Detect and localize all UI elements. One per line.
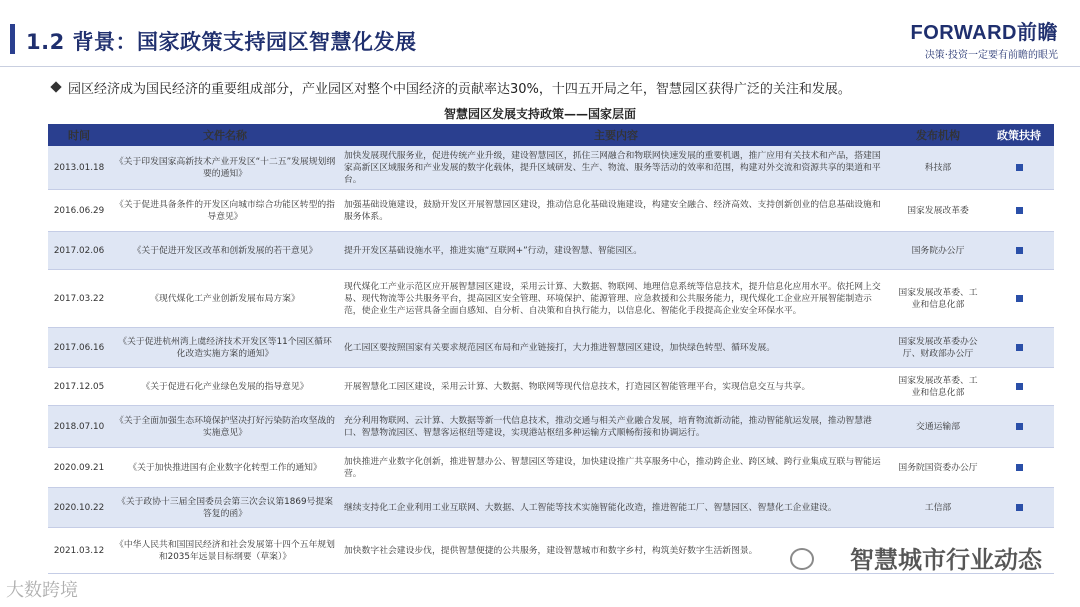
policy-table: [48, 124, 1054, 574]
cell-time: 2017.03.22: [53, 293, 105, 304]
cell-org: 国务院办公厅: [911, 245, 965, 256]
support-square-icon: [1016, 247, 1023, 254]
cell-org: 国务院国资委办公厅: [898, 462, 978, 473]
table-row: [48, 190, 1054, 232]
cell-doc: 《关于全面加强生态环境保护坚决打好污染防治攻坚战的实施意见》: [115, 415, 335, 438]
table-row: [48, 406, 1054, 448]
cell-doc: 《关于促进杭州湾上虞经济技术开发区等11个园区循环化改造实施方案的通知》: [118, 336, 332, 359]
cell-doc: 《关于促进石化产业绿色发展的指导意见》: [141, 381, 309, 392]
cell-support: [984, 368, 1054, 405]
cell-doc: 《关于促进具备条件的开发区向城市综合功能区转型的指导意见》: [115, 199, 335, 222]
cell-org: 国家发展改革委: [907, 205, 969, 216]
cell-org: 国家发展改革委、工业和信息化部: [898, 375, 978, 398]
watermark-right: 智慧城市行业动态: [850, 546, 1042, 574]
cell-support: [984, 146, 1054, 189]
cell-org: 国家发展改革委办公厅、财政部办公厅: [898, 336, 978, 359]
cell-support: [984, 488, 1054, 527]
table-row: [48, 232, 1054, 270]
watermark-left: 大数跨境: [6, 580, 78, 601]
cell-doc: 《中华人民共和国国民经济和社会发展第十四个五年规划和2035年远景目标纲要（草案）》: [115, 539, 335, 562]
support-square-icon: [1016, 164, 1023, 171]
cell-support: [984, 232, 1054, 269]
cell-content: 现代煤化工产业示范区应开展智慧园区建设，采用云计算、大数据、物联网、地理信息系统等信息技术，提升信息化应用水平。依托网上交易、现代物流等公共服务平台，提高园区安全管理、环境保护、能源管理、应急救援和公共服务能力，现代煤化工企业应开展智能制造示范，使企业生产运营具备全面自感知、自分析、自决策和自执行能力，以信息化、智能化手段提高企业安全环保水平。: [344, 281, 881, 316]
slide-header: [0, 0, 1080, 72]
cell-time: 2017.02.06: [53, 245, 105, 256]
intro-text: 园区经济成为国民经济的重要组成部分，产业园区对整个中国经济的贡献率达30%，十四五开局之年，智慧园区获得广泛的关注和发展。: [68, 82, 851, 97]
intro-bullet: [52, 78, 851, 97]
cell-doc: 《现代煤化工产业创新发展布局方案》: [150, 293, 300, 304]
table-row: [48, 146, 1054, 190]
table-header: [48, 124, 1054, 146]
cell-time: 2021.03.12: [53, 545, 105, 556]
cell-content: 加快数字社会建设步伐，提供智慧便捷的公共服务，建设智慧城市和数字乡村，构筑美好数字生活新图景。: [344, 545, 758, 556]
cell-org: 科技部: [924, 162, 952, 173]
cell-org: 交通运输部: [916, 421, 960, 432]
cell-content: 继续支持化工企业利用工业互联网、大数据、人工智能等技术实施智能化改造，推进智能工厂、智慧园区、智慧化工企业建设。: [344, 502, 837, 513]
cell-support: [984, 270, 1054, 327]
cell-content: 化工园区要按照国家有关要求规范园区布局和产业链接打，大力推进智慧园区建设，加快绿色转型、循环发展。: [344, 342, 776, 353]
forward-logo: [911, 16, 1058, 61]
cell-content: 加快推进产业数字化创新，推进智慧办公、智慧园区等建设，加快建设推广共享服务中心，推动跨企业、跨区域、跨行业集成互联与智能运营。: [344, 456, 881, 479]
support-square-icon: [1016, 383, 1023, 390]
cell-support: [984, 190, 1054, 231]
cell-content: 提升开发区基础设施水平，推进实施“互联网+”行动，建设智慧、智能园区。: [344, 245, 642, 256]
cell-support: [984, 406, 1054, 447]
title-accent-bar: [10, 24, 15, 54]
table-row: [48, 488, 1054, 528]
cell-doc: 《关于加快推进国有企业数字化转型工作的通知》: [128, 462, 322, 473]
table-row: [48, 448, 1054, 488]
table-row: [48, 368, 1054, 406]
cell-time: 2017.06.16: [53, 342, 105, 353]
cell-support: [984, 328, 1054, 367]
support-square-icon: [1016, 344, 1023, 351]
cell-doc: 《关于印发国家高新技术产业开发区“十二五”发展规划纲要的通知》: [114, 156, 336, 179]
cell-org: 工信部: [924, 502, 952, 513]
header-content: 主要内容: [594, 129, 638, 142]
table-title: 智慧园区发展支持政策——国家层面: [443, 107, 636, 121]
header-org: 发布机构: [916, 129, 960, 142]
cell-content: 充分利用物联网、云计算、大数据等新一代信息技术，推动交通与相关产业融合发展，培育物流新动能，推动智能航运发展，推动智慧港口、智慧物流园区、智慧客运枢纽等建设，实现港站枢纽多种运输方式顺畅衔接和协调运行。: [344, 415, 872, 438]
cell-content: 加强基础设施建设，鼓励开发区开展智慧园区建设，推动信息化基础设施建设，构建安全融合、经济高效、支持创新创业的信息基础设施和服务体系。: [344, 199, 881, 222]
cell-support: [984, 448, 1054, 487]
header-time: 时间: [68, 129, 90, 142]
support-square-icon: [1016, 295, 1023, 302]
cell-time: 2013.01.18: [53, 162, 105, 173]
header-support: 政策扶持: [997, 129, 1041, 142]
diamond-bullet-icon: [50, 81, 61, 92]
page-title: 1.2 背景：国家政策支持园区智慧化发展: [26, 30, 417, 54]
logo-slogan: 决策·投资一定要有前瞻的眼光: [924, 50, 1058, 61]
wechat-watermark-icon: [790, 548, 814, 570]
header-divider: [0, 66, 1080, 67]
support-square-icon: [1016, 504, 1023, 511]
support-square-icon: [1016, 464, 1023, 471]
cell-time: 2020.10.22: [53, 502, 105, 513]
cell-doc: 《关于政协十三届全国委员会第三次会议第1869号提案答复的函》: [117, 496, 333, 519]
cell-content: 开展智慧化工园区建设，采用云计算、大数据、物联网等现代信息技术，打造园区智能管理平台，实现信息交互与共享。: [344, 381, 811, 392]
cell-time: 2016.06.29: [53, 205, 105, 216]
cell-content: 加快发展现代服务业，促进传统产业升级，建设智慧园区，抓住三网融合和物联网快速发展的重要机遇，推广应用有关技术和产品，搭建国家高新区区域服务和产业发展的数字化载体，提升区域研发、生产、物流、服务等活动的效率和范围，构建对外交流和资源共享的渠道和平台。: [344, 150, 881, 185]
cell-time: 2018.07.10: [53, 421, 105, 432]
header-doc: 文件名称: [203, 129, 247, 142]
cell-org: 国家发展改革委、工业和信息化部: [898, 287, 978, 310]
cell-time: 2020.09.21: [53, 462, 105, 473]
support-square-icon: [1016, 423, 1023, 430]
table-row: [48, 270, 1054, 328]
table-row: [48, 328, 1054, 368]
support-square-icon: [1016, 207, 1023, 214]
cell-time: 2017.12.05: [53, 381, 105, 392]
logo-brand: FORWARD前瞻: [910, 22, 1058, 44]
cell-doc: 《关于促进开发区改革和创新发展的若干意见》: [132, 245, 318, 256]
